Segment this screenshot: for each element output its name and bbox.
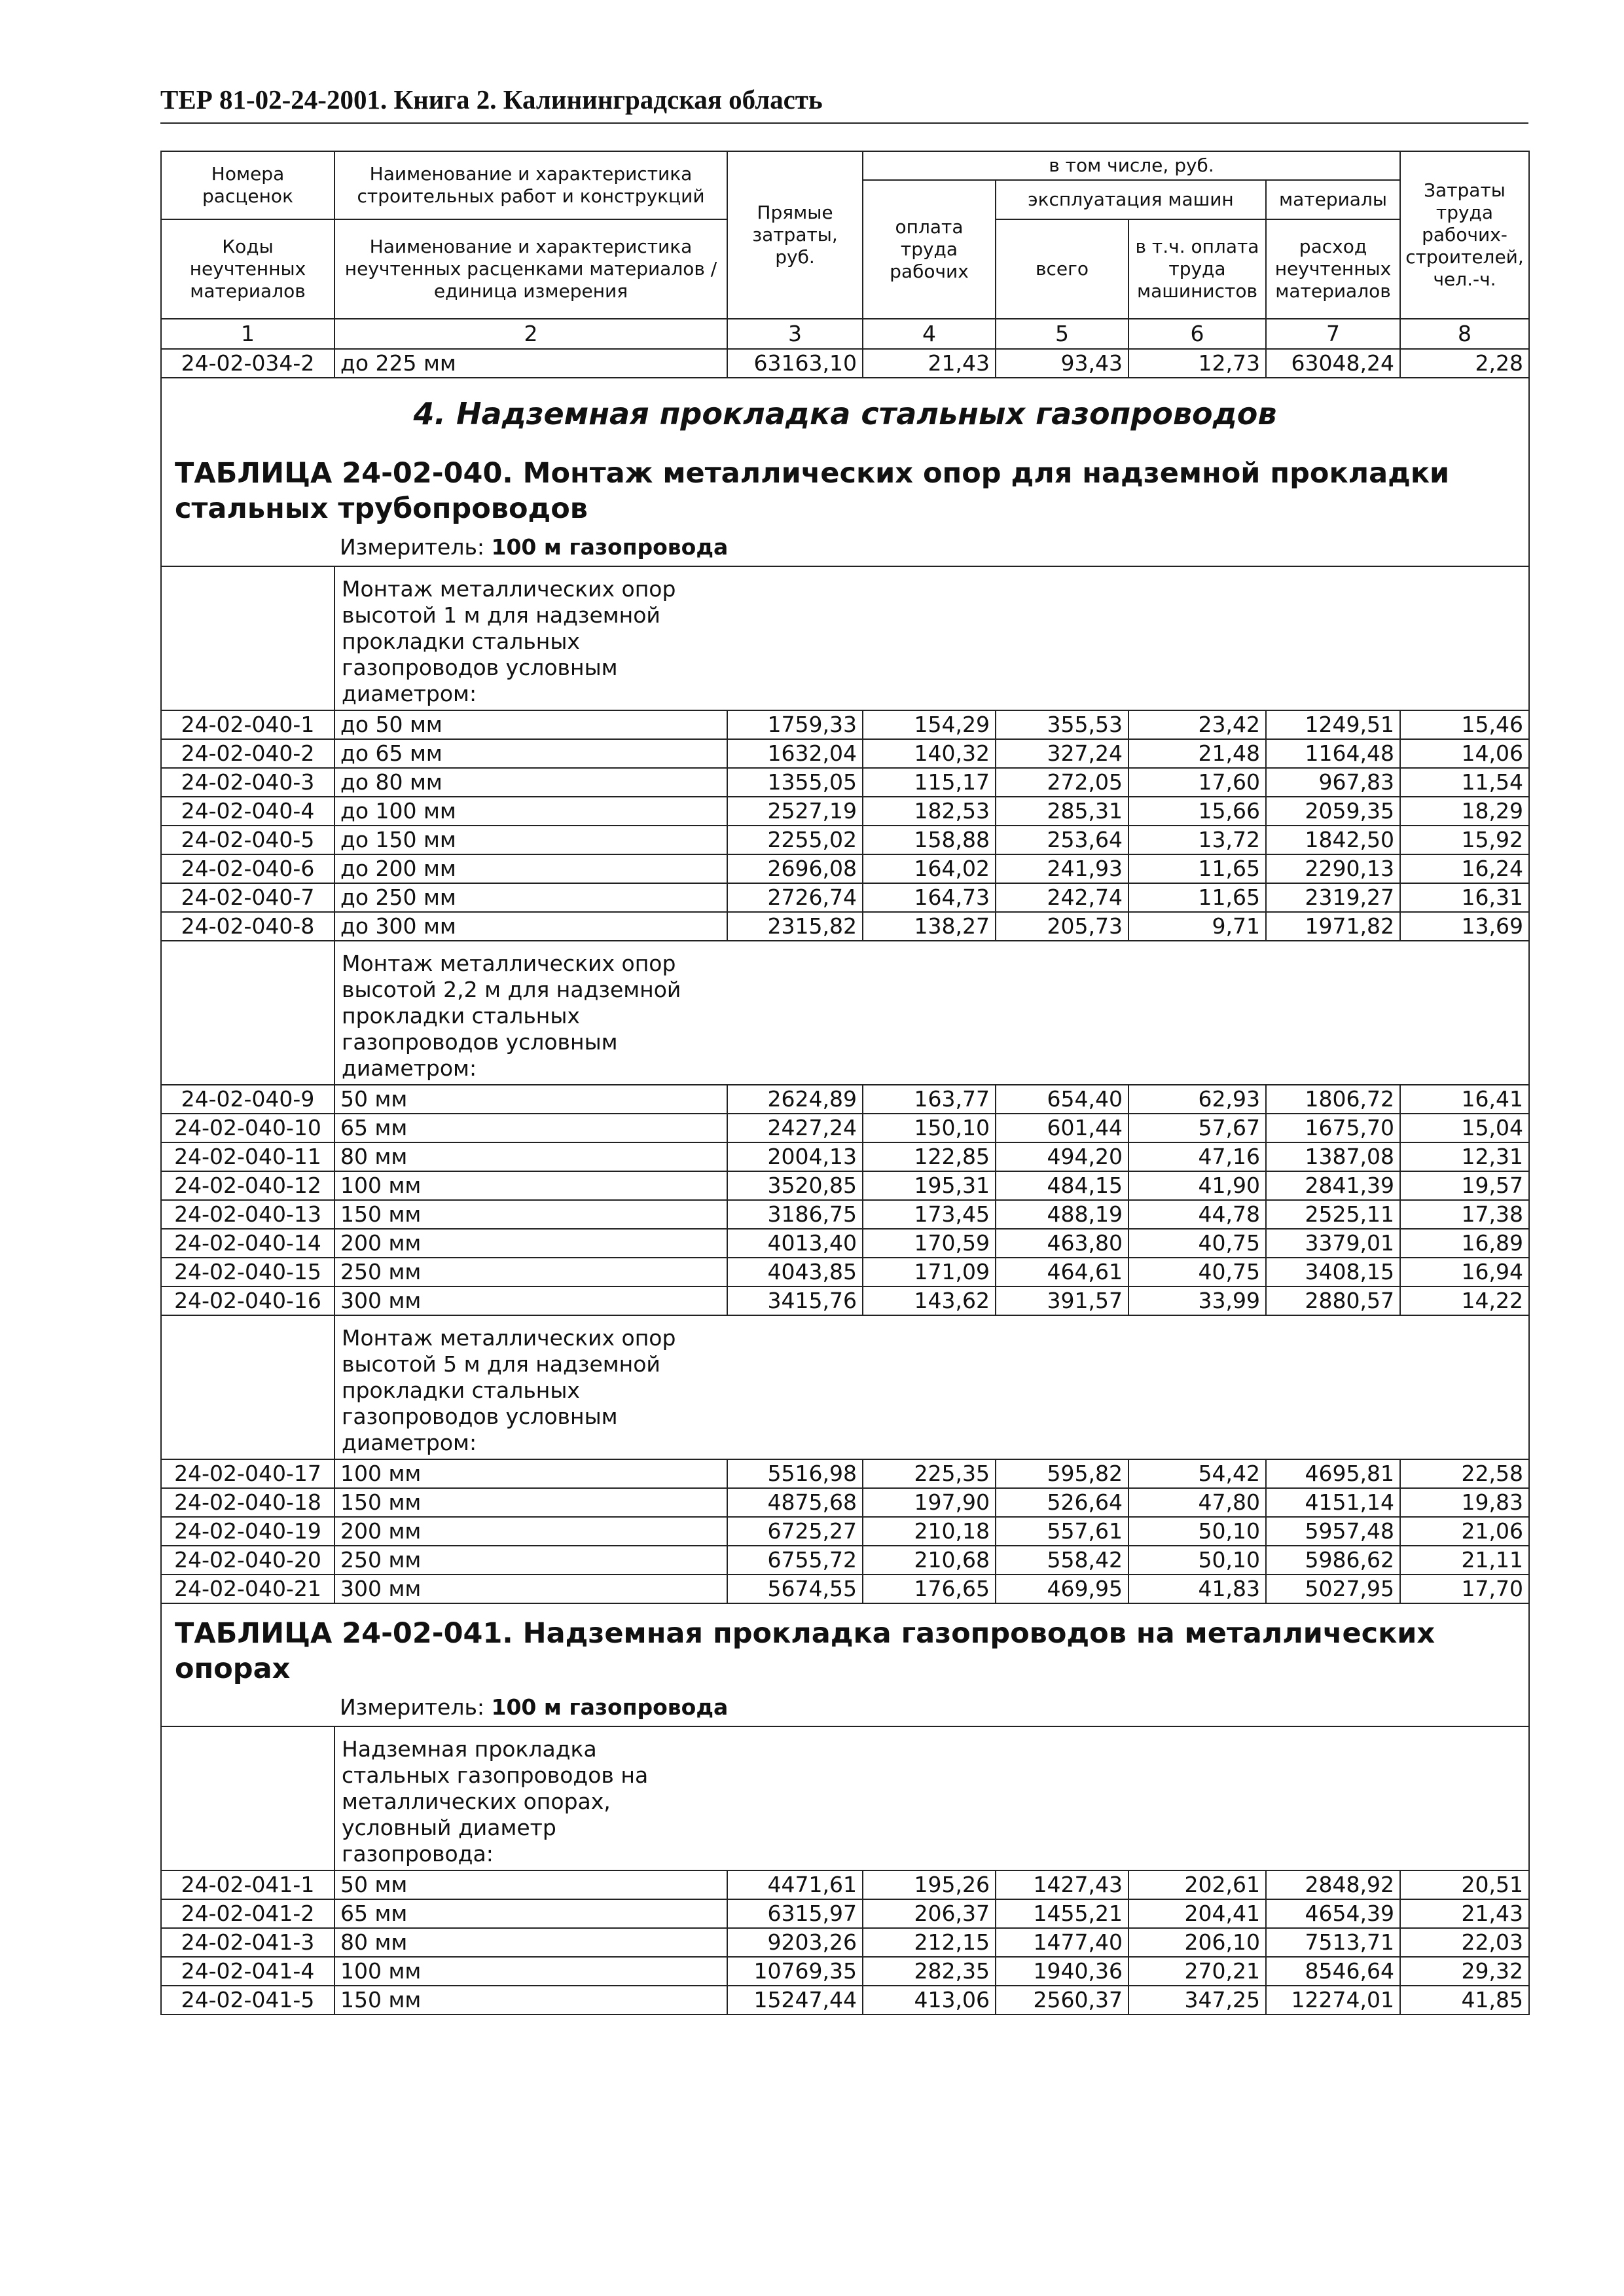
group-description-row: [161, 1315, 1529, 1459]
rate-name: 250 мм: [334, 1258, 727, 1286]
rate-name: 80 мм: [334, 1142, 727, 1171]
labor-pay: 210,18: [863, 1517, 996, 1546]
group-description-row: [161, 566, 1529, 710]
table-row: [161, 1258, 1529, 1286]
materials: 1387,08: [1266, 1142, 1400, 1171]
rate-code: 24-02-040-7: [161, 883, 334, 912]
machinist-pay: 21,48: [1128, 739, 1266, 768]
section-title: 4. Надземная прокладка стальных газопроводов: [161, 378, 1529, 444]
labor-pay: 282,35: [863, 1957, 996, 1986]
rate-code: 24-02-040-6: [161, 854, 334, 883]
rates-table: [160, 151, 1530, 2015]
table-title: ТАБЛИЦА 24-02-040. Монтаж металлических опор для надземной прокладки стальных трубопроводов: [161, 444, 1529, 532]
machines-total: 253,64: [996, 826, 1128, 854]
column-number: 5: [996, 319, 1128, 349]
materials: 8546,64: [1266, 1957, 1400, 1986]
labor-pay: 150,10: [863, 1114, 996, 1142]
machines-total: 285,31: [996, 797, 1128, 826]
labor-hours: 22,58: [1400, 1459, 1529, 1488]
labor-hours: 15,92: [1400, 826, 1529, 854]
table-row: [161, 1575, 1529, 1603]
column-number: 8: [1400, 319, 1529, 349]
table-row: [161, 1546, 1529, 1575]
direct-costs: 2624,89: [727, 1085, 863, 1114]
rate-code: 24-02-041-1: [161, 1870, 334, 1899]
group-description: Надземная прокладка стальных газопроводов на металлических опорах, условный диаметр газопровода:: [342, 1736, 649, 1867]
machinist-pay: 206,10: [1128, 1928, 1266, 1957]
labor-pay: 206,37: [863, 1899, 996, 1928]
machines-total: 464,61: [996, 1258, 1128, 1286]
labor-hours: 16,24: [1400, 854, 1529, 883]
labor-pay: 212,15: [863, 1928, 996, 1957]
table-row: [161, 1928, 1529, 1957]
materials: 2319,27: [1266, 883, 1400, 912]
header-including: в том числе, руб.: [863, 151, 1400, 180]
header-rate-numbers: Номера расценок: [161, 151, 334, 219]
direct-costs: 10769,35: [727, 1957, 863, 1986]
direct-costs: 4043,85: [727, 1258, 863, 1286]
labor-hours: 20,51: [1400, 1870, 1529, 1899]
materials: 1675,70: [1266, 1114, 1400, 1142]
direct-costs: 4471,61: [727, 1870, 863, 1899]
materials: 1249,51: [1266, 710, 1400, 739]
table-row: [161, 1899, 1529, 1928]
table-title-row: [161, 1603, 1529, 1692]
rate-code: 24-02-040-5: [161, 826, 334, 854]
machinist-pay: 270,21: [1128, 1957, 1266, 1986]
table-row: [161, 1286, 1529, 1315]
materials: 4695,81: [1266, 1459, 1400, 1488]
rate-code: 24-02-040-17: [161, 1459, 334, 1488]
machines-total: 241,93: [996, 854, 1128, 883]
direct-costs: 3186,75: [727, 1200, 863, 1229]
labor-pay: 170,59: [863, 1229, 996, 1258]
unit-of-measure: [334, 532, 1529, 566]
rate-code: 24-02-041-3: [161, 1928, 334, 1957]
direct-costs: 15247,44: [727, 1986, 863, 2014]
group-description-row: [161, 1726, 1529, 1870]
machines-total: 205,73: [996, 912, 1128, 941]
labor-pay: 197,90: [863, 1488, 996, 1517]
rate-name: 150 мм: [334, 1986, 727, 2014]
labor-pay: 138,27: [863, 912, 996, 941]
machines-total: 494,20: [996, 1142, 1128, 1171]
materials: 967,83: [1266, 768, 1400, 797]
rate-code: 24-02-040-9: [161, 1085, 334, 1114]
table-row: [161, 1986, 1529, 2014]
machinist-pay: 23,42: [1128, 710, 1266, 739]
direct-costs: 5516,98: [727, 1459, 863, 1488]
table-row: [161, 1957, 1529, 1986]
labor-pay: 21,43: [863, 349, 996, 378]
labor-hours: 12,31: [1400, 1142, 1529, 1171]
unit-value: 100 м газопровода: [491, 1694, 729, 1720]
rate-name: до 150 мм: [334, 826, 727, 854]
machines-total: 1455,21: [996, 1899, 1128, 1928]
column-number: 4: [863, 319, 996, 349]
labor-hours: 21,11: [1400, 1546, 1529, 1575]
materials: 2848,92: [1266, 1870, 1400, 1899]
direct-costs: 2004,13: [727, 1142, 863, 1171]
direct-costs: 1355,05: [727, 768, 863, 797]
header-labor-costs: Затраты труда рабочих-строителей, чел.-ч.: [1400, 151, 1529, 319]
table-row: [161, 854, 1529, 883]
page-header: ТЕР 81-02-24-2001. Книга 2. Калининградская область: [160, 84, 823, 115]
labor-hours: 14,06: [1400, 739, 1529, 768]
direct-costs: 1632,04: [727, 739, 863, 768]
machinist-pay: 40,75: [1128, 1258, 1266, 1286]
labor-pay: 143,62: [863, 1286, 996, 1315]
labor-hours: 19,57: [1400, 1171, 1529, 1200]
rate-code: 24-02-040-1: [161, 710, 334, 739]
rate-code: 24-02-040-21: [161, 1575, 334, 1603]
labor-hours: 16,94: [1400, 1258, 1529, 1286]
rate-name: 65 мм: [334, 1899, 727, 1928]
unit-row: [161, 532, 1529, 566]
unit-value: 100 м газопровода: [491, 534, 729, 560]
labor-hours: 16,89: [1400, 1229, 1529, 1258]
rate-code: 24-02-040-16: [161, 1286, 334, 1315]
labor-pay: 195,26: [863, 1870, 996, 1899]
table-row: [161, 1171, 1529, 1200]
materials: 2841,39: [1266, 1171, 1400, 1200]
direct-costs: 3520,85: [727, 1171, 863, 1200]
labor-hours: 16,31: [1400, 883, 1529, 912]
machines-total: 654,40: [996, 1085, 1128, 1114]
labor-hours: 13,69: [1400, 912, 1529, 941]
group-description: Монтаж металлических опор высотой 2,2 м для надземной прокладки стальных газопроводов условным диаметром:: [342, 951, 681, 1081]
table-row: [161, 768, 1529, 797]
machinist-pay: 17,60: [1128, 768, 1266, 797]
machines-total: 391,57: [996, 1286, 1128, 1315]
machinist-pay: 41,90: [1128, 1171, 1266, 1200]
materials: 5027,95: [1266, 1575, 1400, 1603]
machines-total: 2560,37: [996, 1986, 1128, 2014]
table-row: [161, 710, 1529, 739]
machinist-pay: 44,78: [1128, 1200, 1266, 1229]
labor-pay: 210,68: [863, 1546, 996, 1575]
direct-costs: 9203,26: [727, 1928, 863, 1957]
labor-hours: 11,54: [1400, 768, 1529, 797]
direct-costs: 2696,08: [727, 854, 863, 883]
rate-code: 24-02-040-3: [161, 768, 334, 797]
header-material-name: Наименование и характеристика неучтенных расценками материалов / единица измерения: [334, 219, 727, 319]
rate-name: 80 мм: [334, 1928, 727, 1957]
rate-name: 300 мм: [334, 1286, 727, 1315]
labor-pay: 115,17: [863, 768, 996, 797]
machinist-pay: 40,75: [1128, 1229, 1266, 1258]
column-numbers-row: [161, 319, 1529, 349]
rate-name: 100 мм: [334, 1171, 727, 1200]
machinist-pay: 202,61: [1128, 1870, 1266, 1899]
rate-name: 200 мм: [334, 1229, 727, 1258]
direct-costs: 2315,82: [727, 912, 863, 941]
materials: 1164,48: [1266, 739, 1400, 768]
table-row: [161, 1229, 1529, 1258]
direct-costs: 4875,68: [727, 1488, 863, 1517]
rate-code: 24-02-040-8: [161, 912, 334, 941]
rate-code: 24-02-040-14: [161, 1229, 334, 1258]
table-row: [161, 1085, 1529, 1114]
machinist-pay: 47,16: [1128, 1142, 1266, 1171]
table-row: [161, 1517, 1529, 1546]
labor-hours: 22,03: [1400, 1928, 1529, 1957]
labor-pay: 173,45: [863, 1200, 996, 1229]
rate-code: 24-02-040-2: [161, 739, 334, 768]
machinist-pay: 347,25: [1128, 1986, 1266, 2014]
machines-total: 1477,40: [996, 1928, 1128, 1957]
rate-name: 65 мм: [334, 1114, 727, 1142]
labor-pay: 195,31: [863, 1171, 996, 1200]
materials: 1842,50: [1266, 826, 1400, 854]
labor-pay: 158,88: [863, 826, 996, 854]
labor-pay: 163,77: [863, 1085, 996, 1114]
machines-total: 1427,43: [996, 1870, 1128, 1899]
materials: 5957,48: [1266, 1517, 1400, 1546]
table-row: [161, 883, 1529, 912]
direct-costs: 2726,74: [727, 883, 863, 912]
column-number: 6: [1128, 319, 1266, 349]
column-number: 2: [334, 319, 727, 349]
machines-total: 463,80: [996, 1229, 1128, 1258]
materials: 1971,82: [1266, 912, 1400, 941]
machines-total: 469,95: [996, 1575, 1128, 1603]
table-row: [161, 912, 1529, 941]
direct-costs: 1759,33: [727, 710, 863, 739]
machines-total: 526,64: [996, 1488, 1128, 1517]
rate-name: 250 мм: [334, 1546, 727, 1575]
materials: 4654,39: [1266, 1899, 1400, 1928]
labor-hours: 15,46: [1400, 710, 1529, 739]
header-labor-pay: оплата труда рабочих: [863, 180, 996, 319]
header-materials: материалы: [1266, 180, 1400, 219]
rate-code: 24-02-040-13: [161, 1200, 334, 1229]
rate-name: 100 мм: [334, 1459, 727, 1488]
machines-total: 595,82: [996, 1459, 1128, 1488]
table-title-row: [161, 444, 1529, 532]
direct-costs: 6725,27: [727, 1517, 863, 1546]
unit-row: [161, 1692, 1529, 1726]
header-material-use: расход неучтенных материалов: [1266, 219, 1400, 319]
labor-hours: 16,41: [1400, 1085, 1529, 1114]
unit-label: Измеритель:: [340, 534, 492, 560]
rate-name: до 300 мм: [334, 912, 727, 941]
labor-hours: 21,43: [1400, 1899, 1529, 1928]
labor-hours: 29,32: [1400, 1957, 1529, 1986]
labor-pay: 182,53: [863, 797, 996, 826]
rate-name: 50 мм: [334, 1870, 727, 1899]
labor-pay: 413,06: [863, 1986, 996, 2014]
direct-costs: 4013,40: [727, 1229, 863, 1258]
direct-costs: 6755,72: [727, 1546, 863, 1575]
machinist-pay: 62,93: [1128, 1085, 1266, 1114]
machinist-pay: 41,83: [1128, 1575, 1266, 1603]
table-row: [161, 826, 1529, 854]
rate-code: 24-02-040-20: [161, 1546, 334, 1575]
labor-hours: 21,06: [1400, 1517, 1529, 1546]
table-row: [161, 349, 1529, 378]
rate-code: 24-02-040-12: [161, 1171, 334, 1200]
column-number: 3: [727, 319, 863, 349]
machinist-pay: 12,73: [1128, 349, 1266, 378]
table-row: [161, 1459, 1529, 1488]
labor-hours: 2,28: [1400, 349, 1529, 378]
column-number: 7: [1266, 319, 1400, 349]
table-row: [161, 1114, 1529, 1142]
rate-code: 24-02-040-11: [161, 1142, 334, 1171]
rate-name: 50 мм: [334, 1085, 727, 1114]
machinist-pay: 9,71: [1128, 912, 1266, 941]
rate-code: 24-02-041-4: [161, 1957, 334, 1986]
machinist-pay: 15,66: [1128, 797, 1266, 826]
labor-hours: 19,83: [1400, 1488, 1529, 1517]
machines-total: 1940,36: [996, 1957, 1128, 1986]
section-title-row: [161, 378, 1529, 444]
materials: 2290,13: [1266, 854, 1400, 883]
direct-costs: 3415,76: [727, 1286, 863, 1315]
group-description: Монтаж металлических опор высотой 1 м для надземной прокладки стальных газопроводов условным диаметром:: [342, 576, 676, 706]
labor-pay: 122,85: [863, 1142, 996, 1171]
rate-code: 24-02-040-10: [161, 1114, 334, 1142]
labor-hours: 15,04: [1400, 1114, 1529, 1142]
machines-total: 484,15: [996, 1171, 1128, 1200]
labor-pay: 176,65: [863, 1575, 996, 1603]
machines-total: 93,43: [996, 349, 1128, 378]
rate-name: до 200 мм: [334, 854, 727, 883]
materials: 63048,24: [1266, 349, 1400, 378]
rate-code: 24-02-034-2: [161, 349, 334, 378]
machines-total: 488,19: [996, 1200, 1128, 1229]
table-row: [161, 797, 1529, 826]
rate-code: 24-02-040-18: [161, 1488, 334, 1517]
rate-name: 100 мм: [334, 1957, 727, 1986]
header-machines-total: всего: [996, 219, 1128, 319]
materials: 4151,14: [1266, 1488, 1400, 1517]
labor-pay: 164,73: [863, 883, 996, 912]
rate-code: 24-02-040-4: [161, 797, 334, 826]
materials: 2525,11: [1266, 1200, 1400, 1229]
rate-name: 200 мм: [334, 1517, 727, 1546]
machinist-pay: 47,80: [1128, 1488, 1266, 1517]
column-number: 1: [161, 319, 334, 349]
rate-name: 150 мм: [334, 1200, 727, 1229]
materials: 3408,15: [1266, 1258, 1400, 1286]
unit-label: Измеритель:: [340, 1694, 492, 1720]
machinist-pay: 13,72: [1128, 826, 1266, 854]
rate-code: 24-02-041-2: [161, 1899, 334, 1928]
direct-costs: 2427,24: [727, 1114, 863, 1142]
materials: 7513,71: [1266, 1928, 1400, 1957]
labor-pay: 140,32: [863, 739, 996, 768]
rate-name: 150 мм: [334, 1488, 727, 1517]
table-title: ТАБЛИЦА 24-02-041. Надземная прокладка газопроводов на металлических опорах: [161, 1603, 1529, 1692]
rate-name: до 65 мм: [334, 739, 727, 768]
labor-hours: 18,29: [1400, 797, 1529, 826]
table-row: [161, 1870, 1529, 1899]
direct-costs: 2255,02: [727, 826, 863, 854]
machinist-pay: 11,65: [1128, 883, 1266, 912]
machines-total: 327,24: [996, 739, 1128, 768]
materials: 2880,57: [1266, 1286, 1400, 1315]
rate-name: до 225 мм: [334, 349, 727, 378]
unit-of-measure: [334, 1692, 1529, 1726]
direct-costs: 2527,19: [727, 797, 863, 826]
rate-name: до 80 мм: [334, 768, 727, 797]
rate-name: до 50 мм: [334, 710, 727, 739]
direct-costs: 6315,97: [727, 1899, 863, 1928]
machines-total: 558,42: [996, 1546, 1128, 1575]
labor-pay: 225,35: [863, 1459, 996, 1488]
header-work-name: Наименование и характеристика строительных работ и конструкций: [334, 151, 727, 219]
machines-total: 242,74: [996, 883, 1128, 912]
materials: 12274,01: [1266, 1986, 1400, 2014]
machines-total: 557,61: [996, 1517, 1128, 1546]
group-description-row: [161, 941, 1529, 1085]
machinist-pay: 54,42: [1128, 1459, 1266, 1488]
header-direct-costs: Прямые затраты, руб.: [727, 151, 863, 319]
materials: 2059,35: [1266, 797, 1400, 826]
materials: 5986,62: [1266, 1546, 1400, 1575]
table-row: [161, 1200, 1529, 1229]
header-machines: эксплуатация машин: [996, 180, 1266, 219]
labor-pay: 171,09: [863, 1258, 996, 1286]
header-rule: [160, 122, 1528, 124]
rate-name: 300 мм: [334, 1575, 727, 1603]
header-machinist-pay: в т.ч. оплата труда машинистов: [1128, 219, 1266, 319]
machinist-pay: 11,65: [1128, 854, 1266, 883]
machinist-pay: 50,10: [1128, 1546, 1266, 1575]
group-description: Монтаж металлических опор высотой 5 м для надземной прокладки стальных газопроводов условным диаметром:: [342, 1325, 676, 1455]
labor-pay: 154,29: [863, 710, 996, 739]
direct-costs: 63163,10: [727, 349, 863, 378]
direct-costs: 5674,55: [727, 1575, 863, 1603]
labor-pay: 164,02: [863, 854, 996, 883]
labor-hours: 41,85: [1400, 1986, 1529, 2014]
rate-name: до 250 мм: [334, 883, 727, 912]
rate-code: 24-02-040-19: [161, 1517, 334, 1546]
machinist-pay: 57,67: [1128, 1114, 1266, 1142]
table-row: [161, 1488, 1529, 1517]
machines-total: 601,44: [996, 1114, 1128, 1142]
machinist-pay: 33,99: [1128, 1286, 1266, 1315]
header-material-codes: Коды неучтенных материалов: [161, 219, 334, 319]
labor-hours: 17,70: [1400, 1575, 1529, 1603]
machines-total: 272,05: [996, 768, 1128, 797]
rate-name: до 100 мм: [334, 797, 727, 826]
materials: 1806,72: [1266, 1085, 1400, 1114]
labor-hours: 14,22: [1400, 1286, 1529, 1315]
table-row: [161, 739, 1529, 768]
table-row: [161, 1142, 1529, 1171]
machinist-pay: 204,41: [1128, 1899, 1266, 1928]
rate-code: 24-02-040-15: [161, 1258, 334, 1286]
machinist-pay: 50,10: [1128, 1517, 1266, 1546]
machines-total: 355,53: [996, 710, 1128, 739]
labor-hours: 17,38: [1400, 1200, 1529, 1229]
rate-code: 24-02-041-5: [161, 1986, 334, 2014]
materials: 3379,01: [1266, 1229, 1400, 1258]
